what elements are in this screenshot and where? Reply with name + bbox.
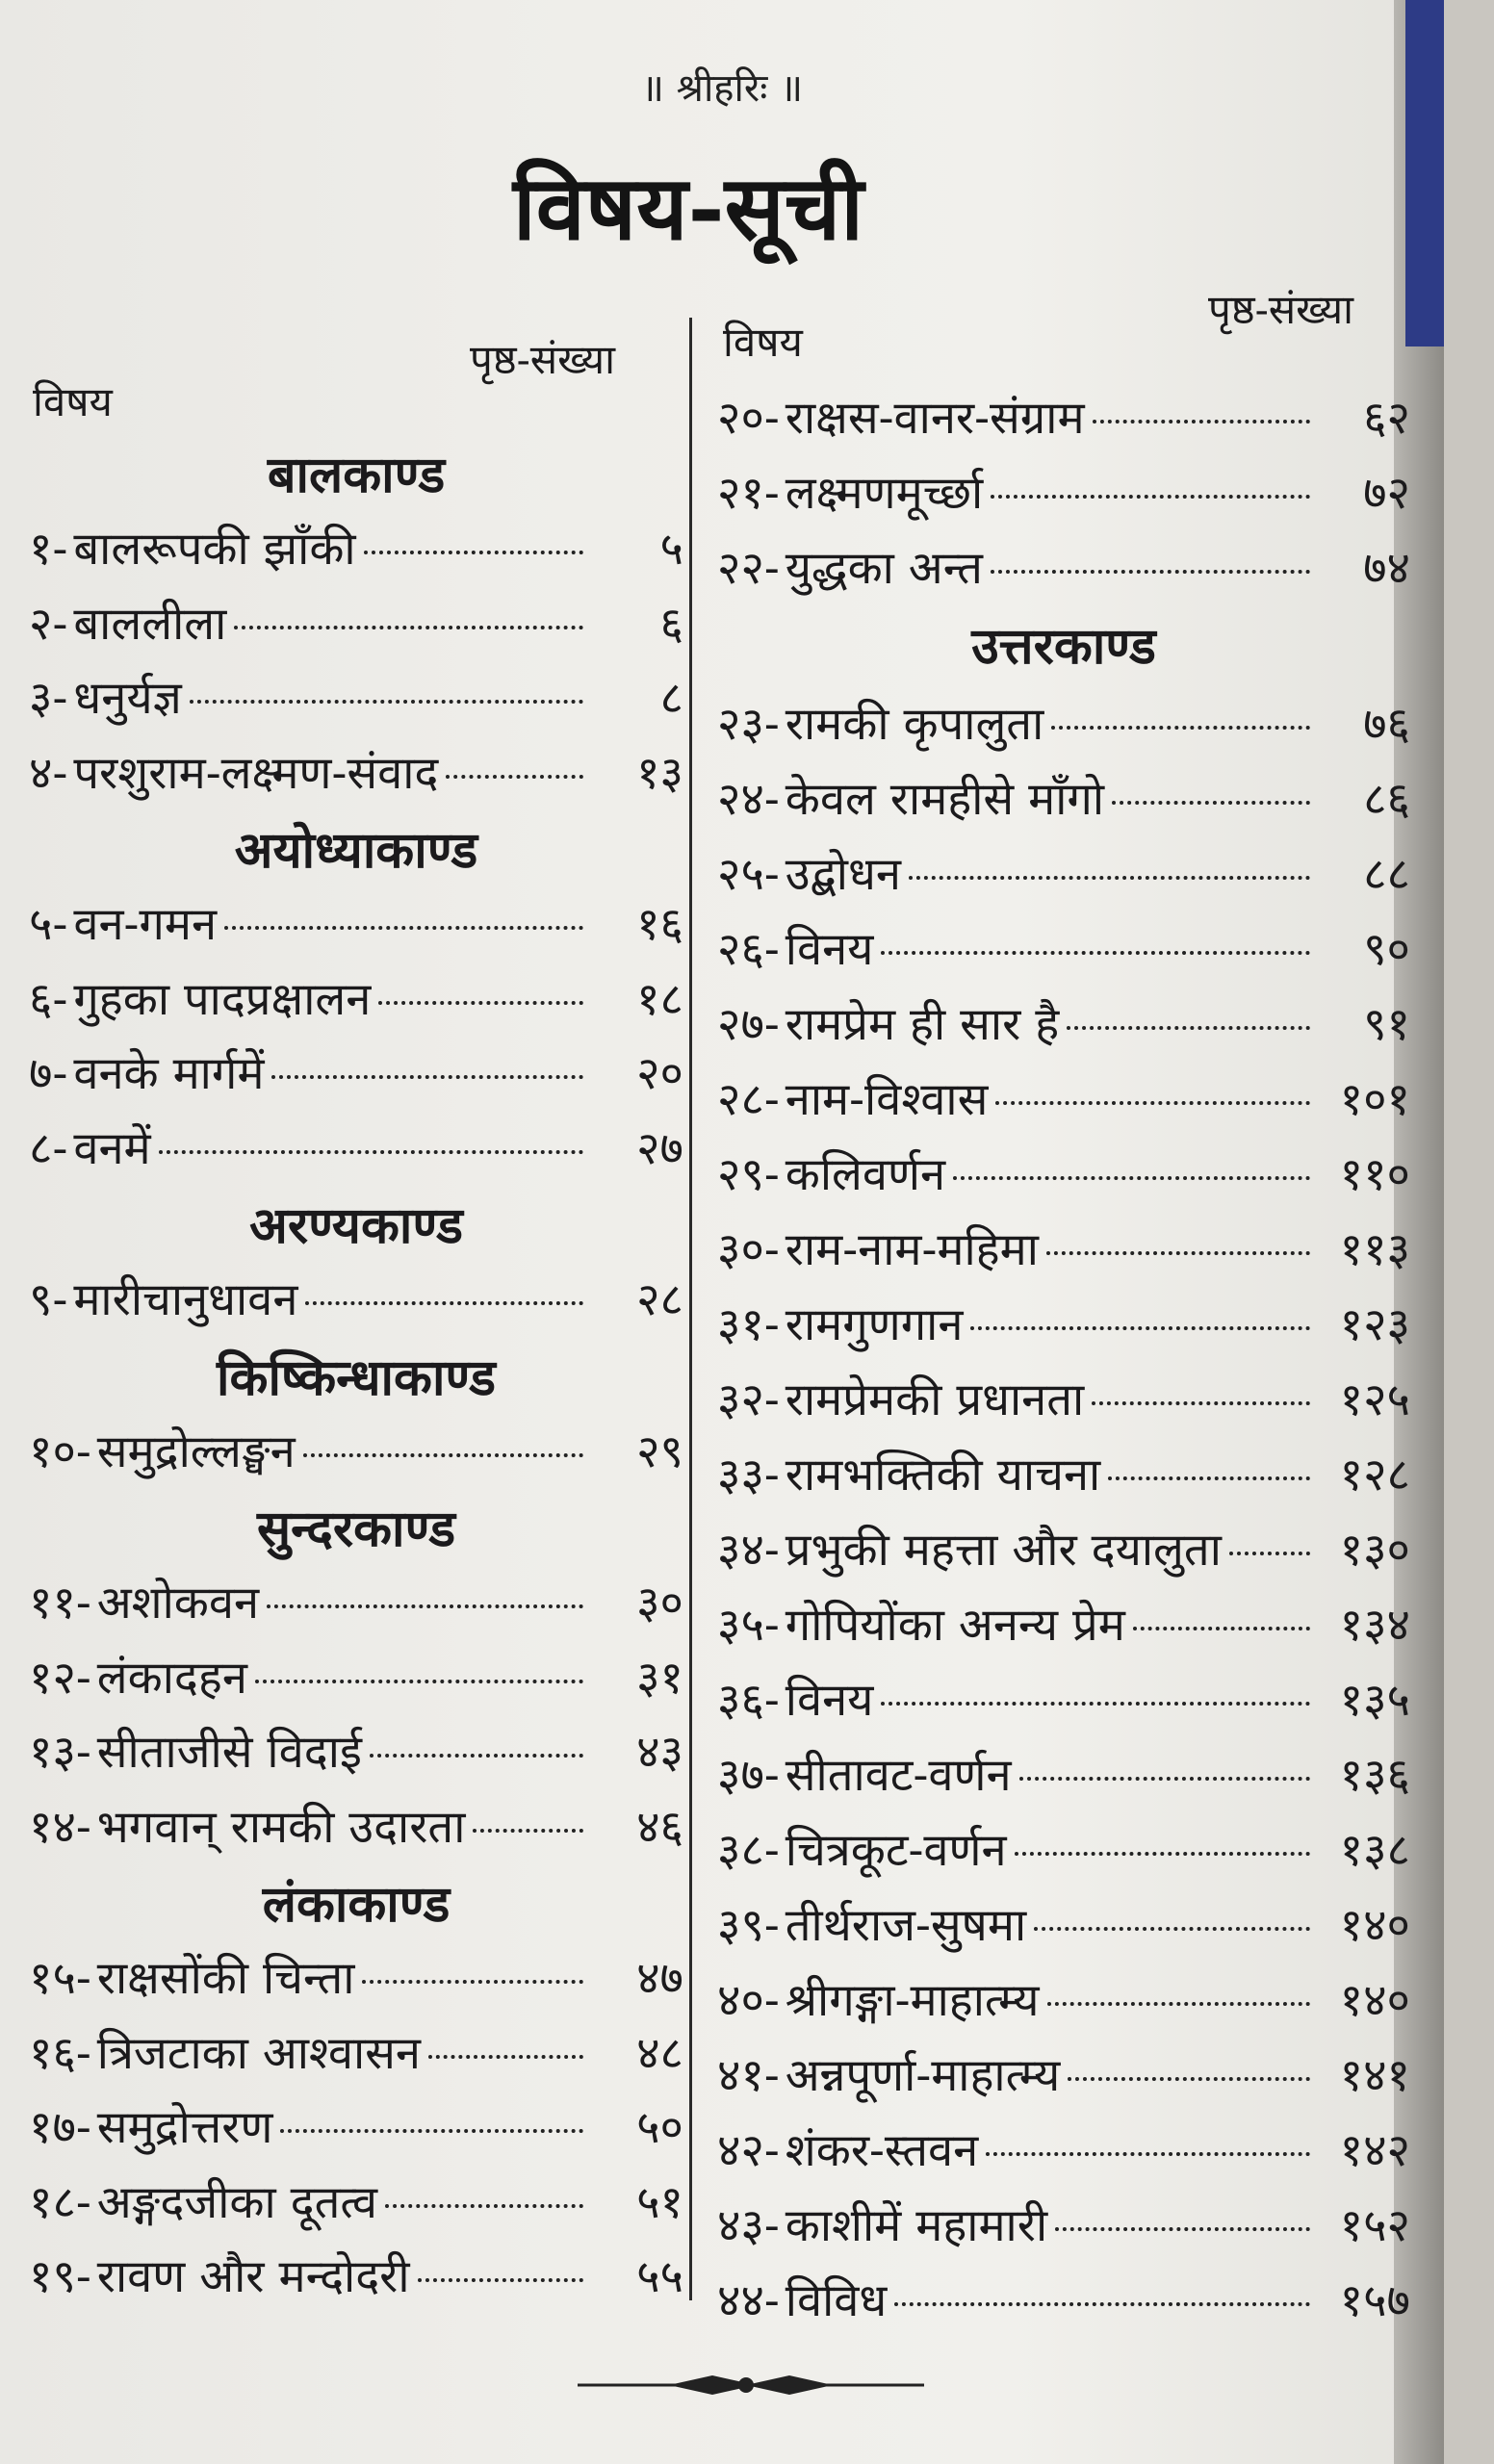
toc-entry[interactable] — [29, 1645, 683, 1707]
entry-page: १४० — [1339, 1974, 1410, 2027]
subject-header: विषय — [723, 319, 803, 366]
toc-entry[interactable] — [717, 691, 1410, 753]
entry-number: ५- — [29, 898, 68, 951]
entry-number: ८- — [29, 1121, 68, 1175]
entry-page: ३० — [636, 1577, 683, 1630]
entry-title: रावण और मन्दोदरी — [96, 2250, 410, 2303]
entry-title: लक्ष्मणमूर्च्छा — [785, 467, 984, 520]
toc-entry[interactable] — [717, 385, 1410, 447]
entry-page: १०१ — [1339, 1073, 1410, 1126]
page-title: विषय-सूची — [512, 156, 864, 260]
entry-title: लंकादहन — [96, 1651, 247, 1705]
section-heading: अरण्यकाण्ड — [249, 1196, 463, 1255]
entry-title: अन्नपूर्णा-माहात्म्य — [785, 2049, 1061, 2102]
entry-number: १०- — [29, 1424, 91, 1478]
toc-entry[interactable] — [717, 1967, 1410, 2029]
toc-entry[interactable] — [717, 841, 1410, 903]
toc-entry[interactable] — [717, 1742, 1410, 1804]
entry-title: वन-गमन — [73, 898, 218, 951]
toc-entry[interactable] — [717, 2193, 1410, 2254]
leader-dots — [995, 1101, 1310, 1105]
entry-number: ३५- — [717, 1599, 780, 1652]
entry-page: ९० — [1363, 923, 1410, 976]
entry-number: ३३- — [717, 1449, 780, 1502]
entry-title: विनय — [785, 1674, 874, 1727]
entry-title: प्रभुकी महत्ता और दयालुता — [785, 1524, 1222, 1577]
cover-edge — [1405, 0, 1444, 346]
toc-entry[interactable] — [29, 1719, 683, 1781]
entry-title: अशोकवन — [96, 1577, 260, 1630]
entry-number: १६- — [29, 2026, 91, 2080]
entry-number: ४२- — [717, 2124, 780, 2177]
entry-title: रामगुणगान — [785, 1298, 964, 1351]
leader-dots — [446, 775, 583, 779]
entry-title: धनुर्यज्ञ — [73, 672, 182, 725]
column-divider — [689, 318, 692, 2300]
entry-page: २७ — [636, 1121, 683, 1175]
entry-page: १३ — [636, 746, 683, 800]
leader-dots — [303, 1453, 583, 1457]
leader-dots — [224, 926, 583, 930]
toc-entry[interactable] — [717, 460, 1410, 522]
leader-dots — [1046, 1251, 1310, 1255]
leader-dots — [1229, 1552, 1310, 1555]
leader-dots — [362, 1980, 583, 1984]
entry-title: मारीचानुधावन — [73, 1273, 298, 1326]
toc-entry[interactable] — [29, 1570, 683, 1631]
toc-entry[interactable] — [717, 1817, 1410, 1879]
leader-dots — [1055, 2227, 1310, 2231]
leader-dots — [881, 951, 1310, 955]
entry-page: १२८ — [1339, 1449, 1410, 1502]
entry-page: १३६ — [1339, 1749, 1410, 1802]
section-heading: उत्तरकाण्ड — [971, 617, 1156, 676]
entry-number: ४४- — [717, 2274, 780, 2327]
entry-page: १३४ — [1339, 1599, 1410, 1652]
section-heading: सुन्दरकाण्ड — [256, 1500, 456, 1558]
entry-title: त्रिजटाका आश्वासन — [96, 2026, 421, 2080]
leader-dots — [953, 1176, 1310, 1180]
toc-entry[interactable] — [717, 1142, 1410, 1203]
entry-title: राम-नाम-महिमा — [785, 1223, 1039, 1276]
entry-number: ३- — [29, 672, 68, 725]
subject-header: विषय — [33, 378, 113, 425]
entry-number: १४- — [29, 1800, 91, 1854]
toc-entry[interactable] — [717, 991, 1410, 1053]
entry-page: १४१ — [1339, 2049, 1410, 2102]
toc-entry[interactable] — [29, 1116, 683, 1177]
entry-page: १२५ — [1339, 1373, 1410, 1426]
entry-page: ४७ — [636, 1952, 683, 2005]
entry-title: बाललीला — [73, 597, 227, 651]
entry-number: १२- — [29, 1651, 91, 1705]
entry-title: राक्षस-वानर-संग्राम — [785, 392, 1085, 445]
entry-page: १३५ — [1339, 1674, 1410, 1727]
toc-entry[interactable] — [29, 516, 683, 578]
leader-dots — [894, 2302, 1310, 2306]
toc-entry[interactable] — [29, 1267, 683, 1328]
entry-number: २६- — [717, 923, 780, 976]
entry-page: ४६ — [636, 1800, 683, 1854]
entry-number: २५- — [717, 848, 780, 901]
entry-title: समुद्रोल्लङ्घन — [96, 1424, 296, 1478]
section-heading: बालकाण्ड — [267, 446, 446, 504]
toc-entry[interactable] — [29, 740, 683, 802]
entry-page: ८ — [659, 672, 683, 725]
toc-entry[interactable] — [717, 1517, 1410, 1578]
leader-dots — [1067, 1026, 1310, 1030]
entry-number: २७- — [717, 998, 780, 1051]
entry-number: १- — [29, 523, 68, 576]
leader-dots — [255, 1680, 583, 1683]
entry-page: १४० — [1339, 1899, 1410, 1952]
toc-entry[interactable] — [717, 1442, 1410, 1503]
entry-number: ४०- — [717, 1974, 780, 2027]
entry-title: बालरूपकी झाँकी — [73, 523, 356, 576]
leader-dots — [991, 570, 1310, 574]
leader-dots — [385, 2204, 583, 2208]
entry-title: गुहका पादप्रक्षालन — [73, 972, 372, 1026]
leader-dots — [991, 495, 1310, 499]
leader-dots — [1112, 801, 1310, 805]
leader-dots — [970, 1326, 1310, 1330]
entry-page: १४२ — [1339, 2124, 1410, 2177]
entry-page: ९१ — [1363, 998, 1410, 1051]
toc-entry[interactable] — [717, 1667, 1410, 1729]
entry-page: ५० — [636, 2101, 683, 2154]
entry-number: १३- — [29, 1726, 91, 1779]
entry-page: १८ — [636, 972, 683, 1026]
entry-number: ३१- — [717, 1298, 780, 1351]
entry-page: २० — [636, 1047, 683, 1100]
toc-entry[interactable] — [29, 1040, 683, 1102]
entry-page: ७२ — [1363, 467, 1410, 520]
leader-dots — [370, 1754, 583, 1758]
entry-number: १९- — [29, 2250, 91, 2303]
entry-page: ४८ — [636, 2026, 683, 2080]
entry-number: ३९- — [717, 1899, 780, 1952]
entry-number: १७- — [29, 2101, 91, 2154]
entry-number: २२- — [717, 542, 780, 595]
toc-entry[interactable] — [29, 2244, 683, 2305]
entry-title: वनके मार्गमें — [73, 1047, 265, 1100]
leader-dots — [1093, 420, 1310, 424]
leader-dots — [364, 551, 583, 554]
toc-entry[interactable] — [29, 966, 683, 1028]
entry-title: चित्रकूट-वर्णन — [785, 1824, 1007, 1877]
entry-title: रामभक्तिकी याचना — [785, 1449, 1101, 1502]
toc-entry[interactable] — [717, 535, 1410, 597]
section-heading: लंकाकाण्ड — [262, 1875, 451, 1934]
toc-entry[interactable] — [717, 1217, 1410, 1278]
section-heading: अयोध्याकाण्ड — [234, 821, 478, 880]
entry-page: ८६ — [1363, 773, 1410, 826]
entry-number: ४१- — [717, 2049, 780, 2102]
toc-entry[interactable] — [29, 2094, 683, 2156]
leader-dots — [881, 1702, 1310, 1706]
entry-title: सीताजीसे विदाई — [96, 1726, 362, 1779]
entry-number: २१- — [717, 467, 780, 520]
toc-entry[interactable] — [717, 766, 1410, 828]
entry-title: श्रीगङ्गा-माहात्म्य — [785, 1974, 1040, 2027]
leader-dots — [280, 2129, 583, 2133]
entry-page: ११३ — [1339, 1223, 1410, 1276]
toc-entry[interactable] — [29, 2020, 683, 2082]
entry-page: ८८ — [1363, 848, 1410, 901]
entry-number: १५- — [29, 1952, 91, 2005]
entry-page: १६ — [636, 898, 683, 951]
entry-title: उद्बोधन — [785, 848, 901, 901]
entry-title: कलिवर्णन — [785, 1148, 946, 1201]
toc-entry[interactable] — [29, 1419, 683, 1480]
entry-page: ७४ — [1363, 542, 1410, 595]
entry-title: विनय — [785, 923, 874, 976]
entry-number: ४३- — [717, 2199, 780, 2252]
leader-dots — [1092, 1401, 1310, 1405]
entry-number: २४- — [717, 773, 780, 826]
toc-entry[interactable] — [29, 2169, 683, 2231]
entry-page: १३० — [1339, 1524, 1410, 1577]
toc-entry[interactable] — [717, 2268, 1410, 2329]
entry-page: १५७ — [1339, 2274, 1410, 2327]
leader-dots — [1034, 1927, 1310, 1931]
page-header: पृष्ठ-संख्या — [1208, 286, 1353, 333]
toc-entry[interactable] — [29, 1945, 683, 2007]
entry-title: समुद्रोत्तरण — [96, 2101, 273, 2154]
entry-number: २३- — [717, 698, 780, 751]
leader-dots — [1051, 726, 1310, 730]
entry-number: ३६- — [717, 1674, 780, 1727]
entry-number: ७- — [29, 1047, 68, 1100]
entry-title: राक्षसोंकी चिन्ता — [96, 1952, 355, 2005]
entry-page: १३८ — [1339, 1824, 1410, 1877]
leader-dots — [267, 1604, 583, 1608]
entry-page: ५५ — [636, 2250, 683, 2303]
leader-dots — [1019, 1777, 1310, 1781]
entry-page: ५१ — [636, 2175, 683, 2229]
invocation: ॥ श्रीहरिः ॥ — [640, 66, 804, 111]
leader-dots — [909, 876, 1310, 880]
leader-dots — [271, 1075, 583, 1079]
entry-number: ६- — [29, 972, 68, 1026]
leader-dots — [1015, 1852, 1310, 1856]
entry-number: १८- — [29, 2175, 91, 2229]
entry-page: ३१ — [636, 1651, 683, 1705]
leader-dots — [986, 2152, 1310, 2156]
entry-number: २०- — [717, 392, 780, 445]
leader-dots — [305, 1301, 583, 1305]
entry-title: रामकी कृपालुता — [785, 698, 1044, 751]
leader-dots — [159, 1150, 583, 1154]
entry-number: ११- — [29, 1577, 91, 1630]
leader-dots — [1047, 2002, 1310, 2006]
entry-number: ३२- — [717, 1373, 780, 1426]
entry-number: २- — [29, 597, 68, 651]
entry-page: ५ — [659, 523, 683, 576]
toc-entry[interactable] — [717, 2042, 1410, 2104]
entry-title: केवल रामहीसे माँगो — [785, 773, 1105, 826]
entry-number: ९- — [29, 1273, 68, 1326]
entry-number: ३०- — [717, 1223, 780, 1276]
entry-page: १५२ — [1339, 2199, 1410, 2252]
toc-entry[interactable] — [717, 1066, 1410, 1128]
toc-entry[interactable] — [717, 916, 1410, 978]
entry-title: युद्धका अन्त — [785, 542, 983, 595]
toc-entry[interactable] — [717, 1367, 1410, 1428]
toc-entry[interactable] — [29, 665, 683, 727]
page-header: पृष्ठ-संख्या — [470, 336, 615, 383]
entry-number: ४- — [29, 746, 68, 800]
entry-title: रामप्रेम ही सार है — [785, 998, 1060, 1051]
toc-entry[interactable] — [29, 1794, 683, 1856]
leader-dots — [473, 1829, 583, 1833]
entry-title: शंकर-स्तवन — [785, 2124, 979, 2177]
section-heading: किष्किन्धाकाण्ड — [217, 1348, 496, 1407]
entry-page: ४३ — [636, 1726, 683, 1779]
leader-dots — [1133, 1627, 1310, 1630]
entry-number: २९- — [717, 1148, 780, 1201]
entry-title: काशीमें महामारी — [785, 2199, 1048, 2252]
entry-page: २८ — [636, 1273, 683, 1326]
entry-title: तीर्थराज-सुषमा — [785, 1899, 1027, 1952]
toc-entry[interactable] — [29, 891, 683, 953]
entry-page: १२३ — [1339, 1298, 1410, 1351]
entry-page: ११० — [1339, 1148, 1410, 1201]
leader-dots — [190, 700, 583, 704]
entry-title: परशुराम-लक्ष्मण-संवाद — [73, 746, 439, 800]
leader-dots — [428, 2055, 583, 2059]
entry-title: वनमें — [73, 1121, 151, 1175]
leader-dots — [234, 626, 583, 629]
toc-entry[interactable] — [717, 1892, 1410, 1954]
entry-number: ३७- — [717, 1749, 780, 1802]
entry-page: ६ — [659, 597, 683, 651]
entry-page: ७६ — [1363, 698, 1410, 751]
ornament-divider — [578, 2366, 924, 2404]
entry-title: गोपियोंका अनन्य प्रेम — [785, 1599, 1125, 1652]
leader-dots — [1068, 2077, 1310, 2081]
toc-entry[interactable] — [717, 1292, 1410, 1353]
toc-entry[interactable] — [29, 591, 683, 653]
leader-dots — [378, 1001, 583, 1005]
entry-number: ३४- — [717, 1524, 780, 1577]
entry-title: सीतावट-वर्णन — [785, 1749, 1012, 1802]
toc-entry[interactable] — [717, 1592, 1410, 1654]
entry-title: भगवान् रामकी उदारता — [96, 1800, 466, 1854]
entry-page: ६२ — [1363, 392, 1410, 445]
entry-page: २९ — [636, 1424, 683, 1478]
entry-title: अङ्गदजीका दूतत्व — [96, 2175, 377, 2229]
toc-entry[interactable] — [717, 2118, 1410, 2179]
entry-title: नाम-विश्वास — [785, 1073, 989, 1126]
leader-dots — [1108, 1476, 1310, 1480]
entry-number: २८- — [717, 1073, 780, 1126]
leader-dots — [418, 2278, 583, 2282]
entry-title: विविध — [785, 2274, 888, 2327]
entry-number: ३८- — [717, 1824, 780, 1877]
entry-title: रामप्रेमकी प्रधानता — [785, 1373, 1085, 1426]
